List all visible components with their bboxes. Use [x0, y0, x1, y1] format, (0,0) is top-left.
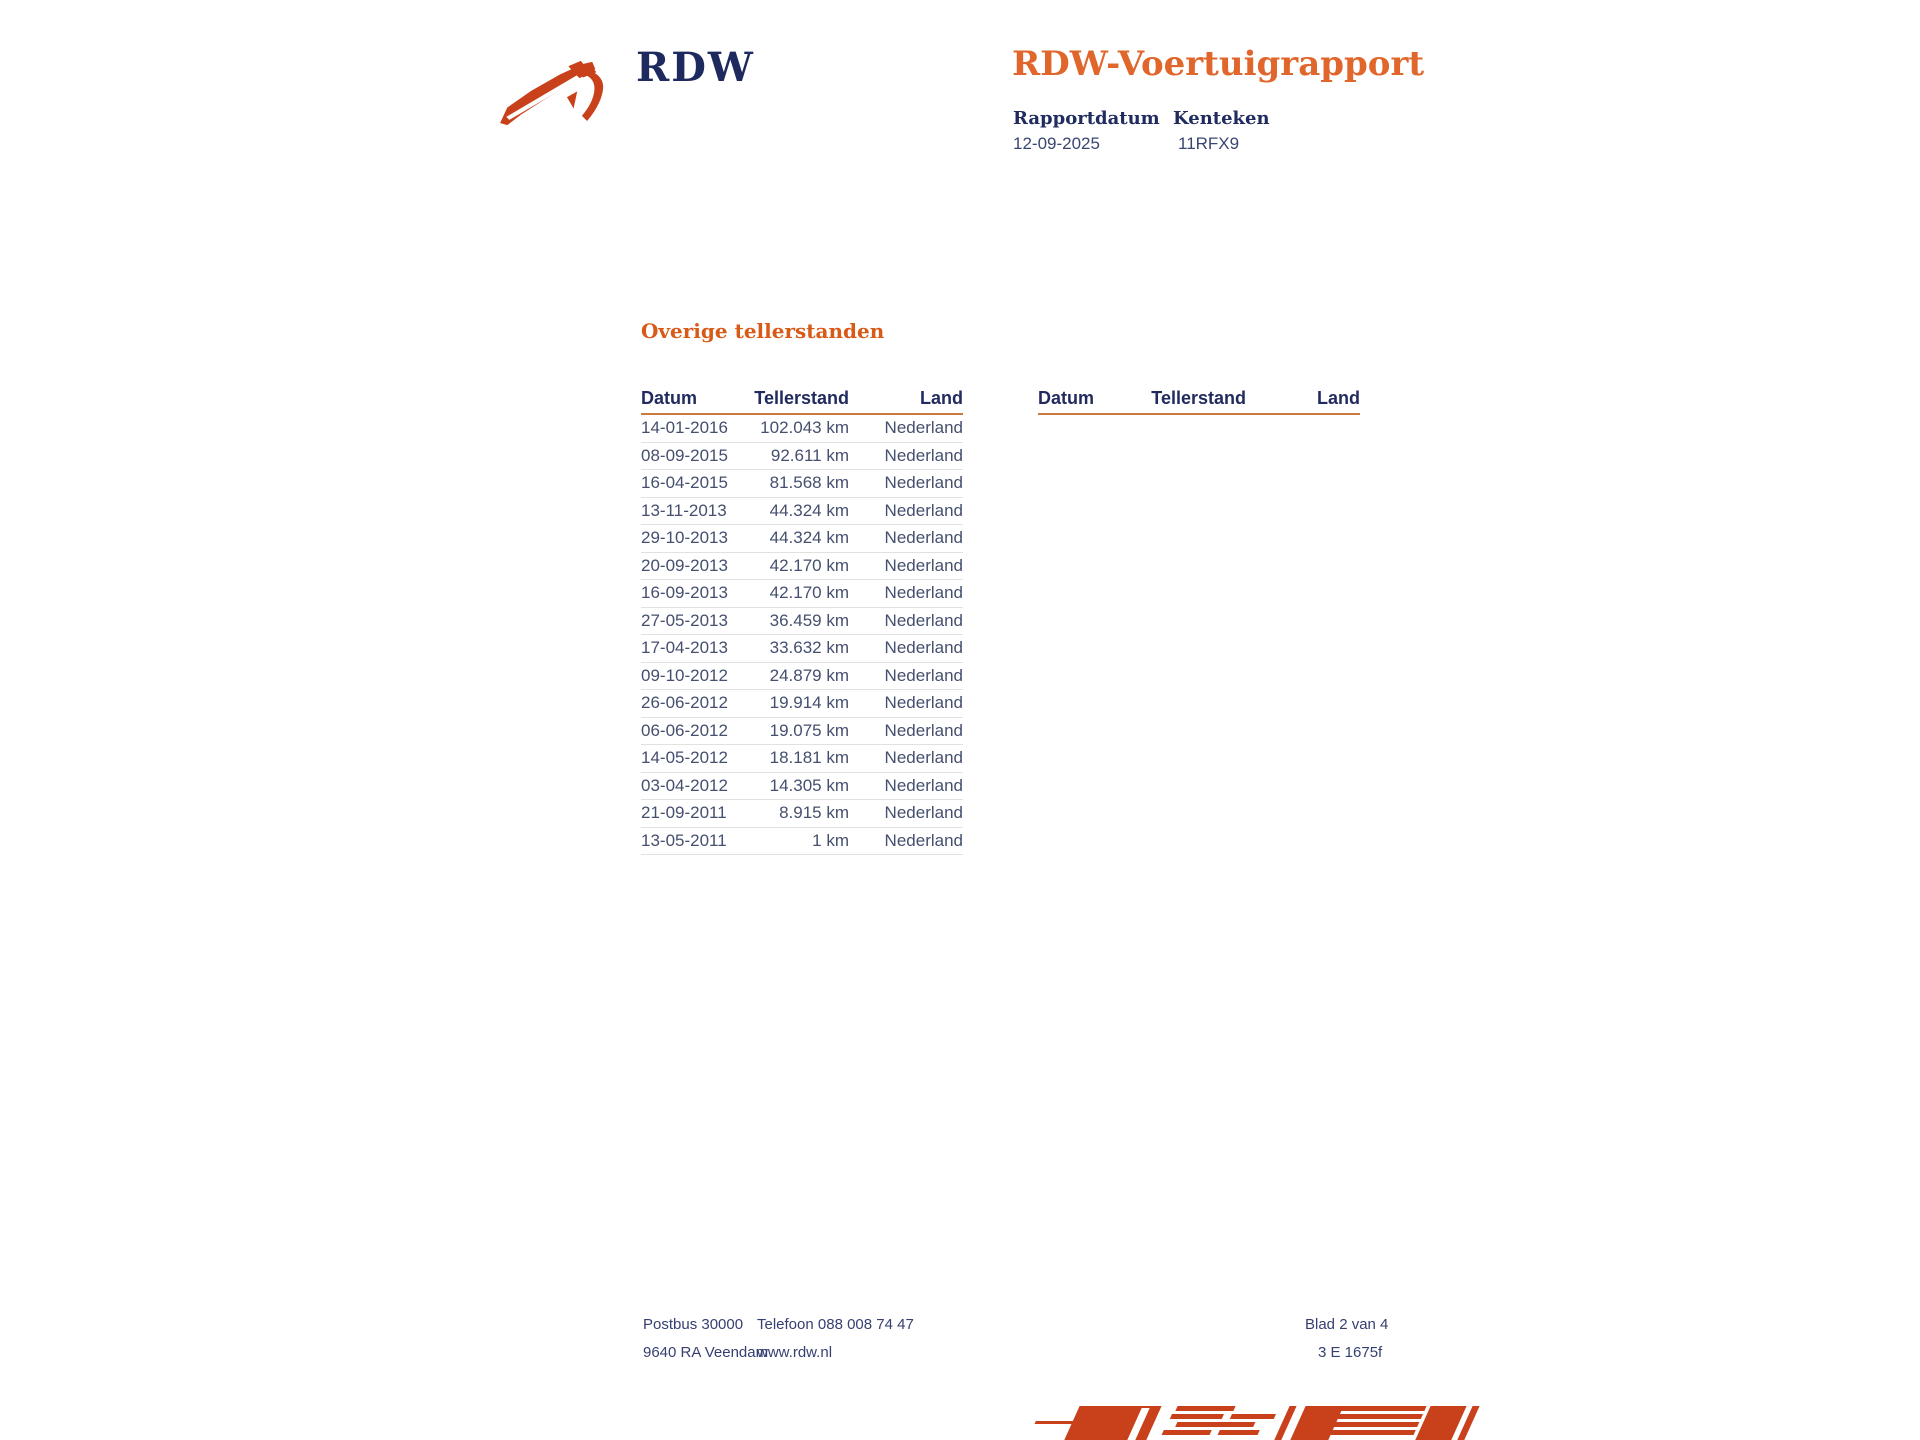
table-body — [641, 415, 963, 855]
report-date-value: 12-09-2025 — [1013, 134, 1100, 153]
cell-datum: 14-05-2012 — [641, 748, 728, 767]
cell-tellerstand: 81.568 km — [769, 473, 849, 492]
column-header-tellerstand: Tellerstand — [1151, 388, 1246, 408]
cell-tellerstand: 14.305 km — [769, 775, 849, 795]
rdw-logo-icon — [498, 58, 614, 128]
table-row — [641, 415, 963, 443]
cell-land: Nederland — [884, 775, 963, 795]
table-row — [641, 525, 963, 553]
cell-land: Nederland — [884, 555, 963, 575]
table-header-row — [1038, 388, 1360, 415]
table-row — [641, 718, 963, 746]
cell-tellerstand: 18.181 km — [769, 748, 849, 767]
odometer-table-left — [641, 388, 963, 855]
cell-tellerstand: 36.459 km — [769, 610, 849, 630]
cell-tellerstand: 33.632 km — [769, 638, 849, 657]
column-header-land: Land — [1317, 388, 1360, 408]
table-row — [641, 635, 963, 663]
cell-datum: 03-04-2012 — [641, 775, 728, 795]
footer-phone: Telefoon 088 008 74 47 — [757, 1316, 914, 1333]
cell-land: Nederland — [884, 528, 963, 547]
report-title: RDW-Voertuigrapport — [1012, 44, 1425, 84]
cell-datum: 20-09-2013 — [641, 555, 728, 575]
rdw-wordmark: RDW — [636, 44, 755, 91]
column-header-land: Land — [920, 388, 963, 408]
cell-datum: 21-09-2011 — [641, 803, 727, 822]
cell-land: Nederland — [884, 500, 963, 520]
cell-tellerstand: 102.043 km — [760, 418, 849, 437]
cell-land: Nederland — [884, 638, 963, 657]
cell-tellerstand: 1 km — [812, 830, 849, 850]
cell-tellerstand: 42.170 km — [769, 583, 849, 602]
table-row — [641, 553, 963, 581]
table-row — [641, 690, 963, 718]
odometer-table-right — [1038, 388, 1360, 415]
cell-tellerstand: 44.324 km — [769, 500, 849, 520]
cell-tellerstand: 19.914 km — [769, 693, 849, 712]
cell-datum: 27-05-2013 — [641, 610, 728, 630]
table-row — [641, 470, 963, 498]
cell-tellerstand: 92.611 km — [770, 445, 849, 465]
column-header-datum: Datum — [641, 388, 698, 408]
footer-address-line1: Postbus 30000 — [643, 1316, 744, 1333]
cell-tellerstand: 44.324 km — [769, 528, 849, 547]
cell-land: Nederland — [884, 610, 963, 630]
table-row — [641, 663, 963, 691]
table-row — [641, 745, 963, 773]
column-header-datum: Datum — [1038, 388, 1095, 408]
footer-website: www.rdw.nl — [757, 1344, 833, 1361]
column-header-tellerstand: Tellerstand — [754, 388, 849, 408]
cell-land: Nederland — [884, 418, 963, 437]
footer-form-code: 3 E 1675f — [1318, 1344, 1383, 1361]
cell-tellerstand: 8.915 km — [779, 803, 849, 822]
cell-land: Nederland — [884, 830, 963, 850]
cell-land: Nederland — [884, 693, 963, 712]
cell-datum: 09-10-2012 — [641, 665, 728, 685]
cell-land: Nederland — [884, 803, 963, 822]
table-row — [641, 443, 963, 471]
cell-land: Nederland — [884, 583, 963, 602]
cell-tellerstand: 19.075 km — [769, 720, 849, 740]
cell-datum: 26-06-2012 — [641, 693, 728, 712]
cell-datum: 08-09-2015 — [641, 445, 728, 465]
table-row — [641, 828, 963, 856]
cell-datum: 16-09-2013 — [641, 583, 728, 602]
cell-land: Nederland — [884, 720, 963, 740]
footer-page-indicator: Blad 2 van 4 — [1305, 1316, 1389, 1333]
table-row — [641, 498, 963, 526]
rdw-speed-stripes-graphic — [1028, 1394, 1498, 1440]
cell-datum: 06-06-2012 — [641, 720, 728, 740]
cell-land: Nederland — [884, 748, 963, 767]
license-plate-label: Kenteken — [1173, 108, 1270, 129]
table-row — [641, 773, 963, 801]
cell-land: Nederland — [884, 445, 963, 465]
cell-datum: 29-10-2013 — [641, 528, 728, 547]
cell-land: Nederland — [884, 473, 963, 492]
license-plate-value: 11RFX9 — [1178, 134, 1240, 153]
cell-datum: 13-05-2011 — [641, 830, 727, 850]
table-row — [641, 608, 963, 636]
report-date-label: Rapportdatum — [1013, 108, 1160, 129]
footer-address-line2: 9640 RA Veendam — [643, 1344, 769, 1361]
section-heading-overige-tellerstanden: Overige tellerstanden — [641, 319, 885, 343]
table-row — [641, 800, 963, 828]
table-header-row — [641, 388, 963, 415]
cell-tellerstand: 24.879 km — [769, 665, 849, 685]
cell-datum: 13-11-2013 — [641, 500, 727, 520]
cell-datum: 16-04-2015 — [641, 473, 728, 492]
cell-land: Nederland — [884, 665, 963, 685]
cell-datum: 17-04-2013 — [641, 638, 728, 657]
cell-datum: 14-01-2016 — [641, 418, 728, 437]
table-row — [641, 580, 963, 608]
cell-tellerstand: 42.170 km — [769, 555, 849, 575]
